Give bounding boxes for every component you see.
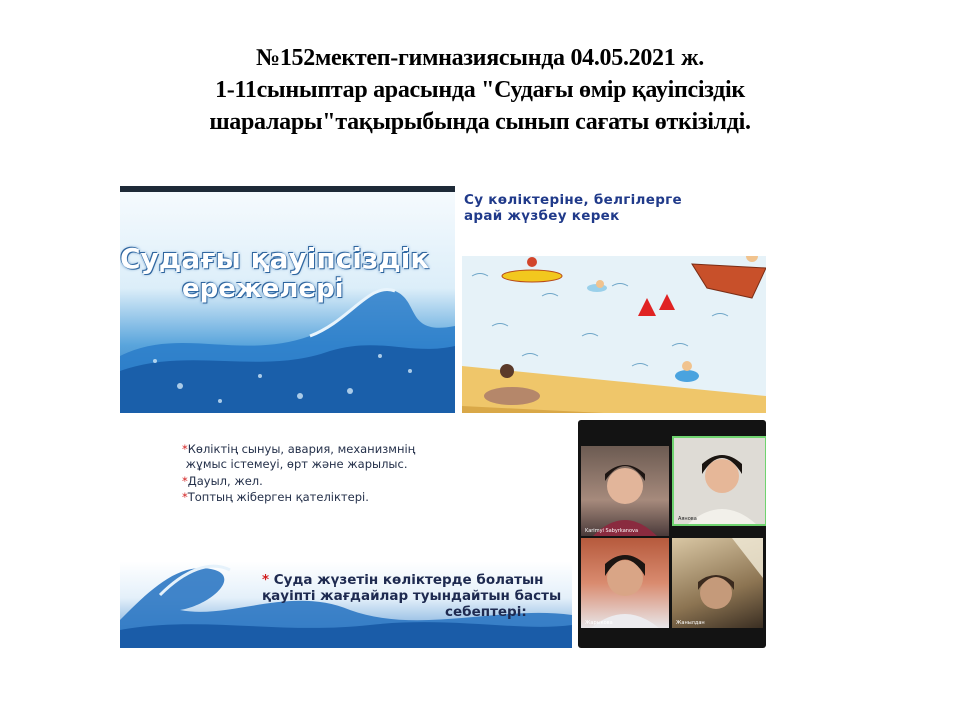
title-line-1: №152мектеп-гимназиясында 04.05.2021 ж. — [256, 45, 704, 71]
cause-item: *Топтың жіберген қателіктері. — [182, 490, 369, 504]
cause-item: жұмыс істемеуі, өрт және жарылыс. — [185, 457, 408, 471]
page-title — [120, 42, 840, 138]
illustration-caption-2: арай жүзбеу керек — [464, 208, 620, 224]
participant-name: Karimyi Sabyrkanova — [585, 528, 639, 534]
causes-slide — [120, 420, 572, 648]
causes-heading-2: қауіпті жағдайлар туындайтын басты — [262, 588, 562, 604]
participant-video — [672, 538, 763, 628]
participant-name: Жанылдан — [676, 620, 705, 626]
water-safety-illustration — [462, 186, 766, 413]
video-call-grid — [578, 420, 766, 648]
illustration-caption-1: Су көліктеріне, белгілерге — [464, 192, 682, 208]
participant-tile — [581, 446, 669, 536]
cause-item: *Көліктің сынуы, авария, механизмнің — [182, 442, 416, 456]
title-line-2: 1-11сыныптар арасында "Судағы өмір қауіпсіздік — [215, 77, 745, 103]
participant-name: Аянова — [678, 516, 697, 522]
participant-video — [581, 538, 669, 628]
rules-title-slide — [120, 186, 455, 413]
title-line-3: шаралары"тақырыбында сынып сағаты өткізілді. — [209, 109, 751, 135]
participant-video — [674, 438, 765, 524]
sea-scene-drawing — [462, 256, 766, 413]
participant-name: Жарыкова — [585, 620, 613, 626]
participant-tile — [581, 538, 669, 628]
participant-tile — [672, 538, 763, 628]
causes-heading-3: себептері: — [445, 604, 527, 620]
rules-title-line-2: ережелері — [182, 274, 344, 304]
cause-item: *Дауыл, жел. — [182, 474, 263, 488]
rules-title-line-1: Судағы қауіпсіздік — [120, 242, 430, 275]
pagination-dots — [662, 638, 683, 648]
causes-heading-1: * Суда жүзетін көліктерде болатын — [262, 572, 544, 588]
participant-video — [581, 446, 669, 536]
participant-tile-active — [672, 436, 766, 526]
